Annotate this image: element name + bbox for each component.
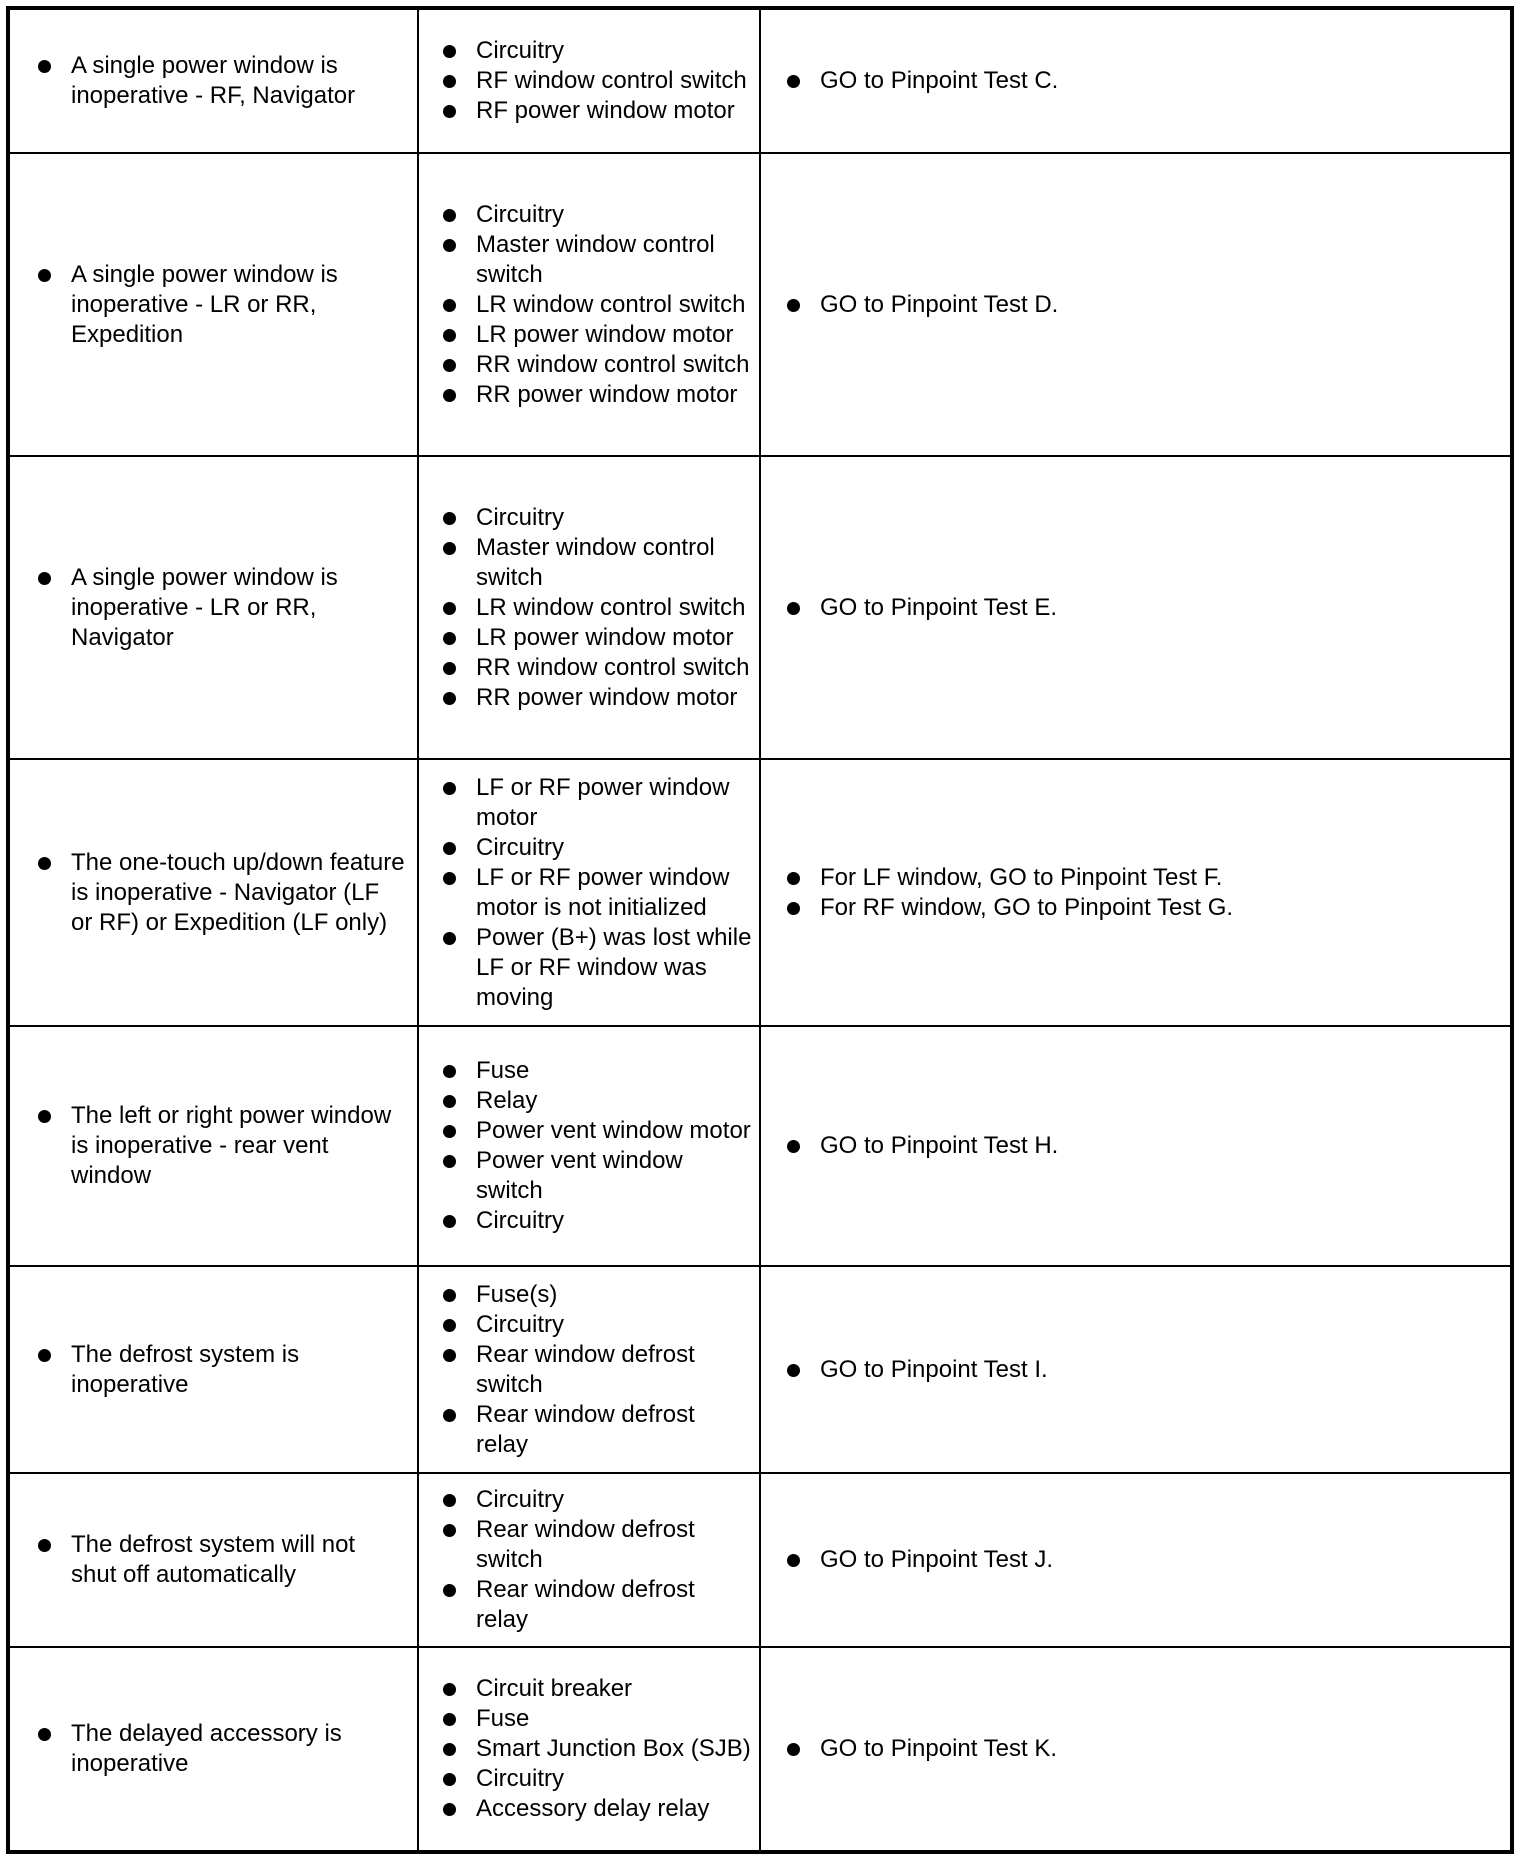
symptom-list [38,51,407,111]
action-cell [760,456,1512,759]
cause-item: RR window control switch [443,653,753,683]
symptom-cell [8,8,418,153]
cause-item: Fuse [443,1704,753,1734]
action-list [787,1734,1510,1764]
cause-item: Circuitry [443,1206,753,1236]
table-body [8,8,1512,1852]
cause-item: Master window control switch [443,533,753,593]
action-list [787,290,1510,320]
symptom-cell [8,1647,418,1852]
cause-list [443,36,753,126]
cause-item: Master window control switch [443,230,753,290]
cause-item: Rear window defrost relay [443,1575,753,1635]
cause-item: LR window control switch [443,290,753,320]
action-cell [760,1647,1512,1852]
cause-cell [418,456,760,759]
action-list [787,1545,1510,1575]
cause-list [443,200,753,410]
table-row [8,1026,1512,1266]
symptom-item: The one-touch up/down feature is inoperative - Navigator (LF or RF) or Expedition (LF only) [38,848,407,938]
symptom-list [38,1340,407,1400]
symptom-cell [8,759,418,1026]
action-item: GO to Pinpoint Test E. [787,593,1510,623]
action-cell [760,1026,1512,1266]
symptom-item: The defrost system is inoperative [38,1340,407,1400]
cause-item: LR power window motor [443,623,753,653]
cause-item: Circuitry [443,36,753,66]
cause-cell [418,8,760,153]
cause-item: Power vent window motor [443,1116,753,1146]
action-list [787,1131,1510,1161]
table-row [8,456,1512,759]
cause-item: Fuse [443,1056,753,1086]
cause-item: Rear window defrost switch [443,1515,753,1575]
cause-list [443,503,753,713]
symptom-list [38,563,407,653]
symptom-item: A single power window is inoperative - LR or RR, Navigator [38,563,407,653]
cause-item: Relay [443,1086,753,1116]
cause-item: Circuitry [443,833,753,863]
cause-item: LR power window motor [443,320,753,350]
cause-item: LF or RF power window motor [443,773,753,833]
cause-list [443,1674,753,1824]
table-row [8,8,1512,153]
action-cell [760,759,1512,1026]
cause-cell [418,1266,760,1473]
table-row [8,759,1512,1026]
symptom-cell [8,1026,418,1266]
action-list [787,863,1510,923]
cause-item: Circuitry [443,1485,753,1515]
symptom-list [38,260,407,350]
cause-item: Power vent window switch [443,1146,753,1206]
cause-cell [418,1026,760,1266]
cause-item: Rear window defrost relay [443,1400,753,1460]
cause-item: Smart Junction Box (SJB) [443,1734,753,1764]
cause-item: RR power window motor [443,683,753,713]
cause-item: Fuse(s) [443,1280,753,1310]
cause-item: LR window control switch [443,593,753,623]
action-list [787,66,1510,96]
action-list [787,593,1510,623]
symptom-chart-table [6,6,1514,1854]
action-item: For LF window, GO to Pinpoint Test F. [787,863,1510,893]
action-cell [760,8,1512,153]
table-row [8,1266,1512,1473]
cause-item: Circuitry [443,200,753,230]
cause-item: LF or RF power window motor is not initialized [443,863,753,923]
symptom-cell [8,153,418,456]
action-item: GO to Pinpoint Test H. [787,1131,1510,1161]
cause-item: Circuit breaker [443,1674,753,1704]
symptom-item: A single power window is inoperative - LR or RR, Expedition [38,260,407,350]
action-item: GO to Pinpoint Test K. [787,1734,1510,1764]
cause-list [443,773,753,1013]
cause-list [443,1485,753,1635]
symptom-list [38,1719,407,1779]
cause-item: Accessory delay relay [443,1794,753,1824]
cause-item: Power (B+) was lost while LF or RF window was moving [443,923,753,1013]
cause-item: Circuitry [443,1764,753,1794]
table-row [8,153,1512,456]
cause-item: Circuitry [443,503,753,533]
symptom-cell [8,456,418,759]
action-cell [760,153,1512,456]
symptom-item: The delayed accessory is inoperative [38,1719,407,1779]
action-item: GO to Pinpoint Test D. [787,290,1510,320]
cause-item: Circuitry [443,1310,753,1340]
action-list [787,1355,1510,1385]
table-row [8,1647,1512,1852]
action-cell [760,1473,1512,1647]
cause-item: Rear window defrost switch [443,1340,753,1400]
table-row [8,1473,1512,1647]
symptom-item: A single power window is inoperative - RF, Navigator [38,51,407,111]
cause-cell [418,1647,760,1852]
symptom-list [38,848,407,938]
cause-cell [418,759,760,1026]
cause-cell [418,1473,760,1647]
symptom-cell [8,1473,418,1647]
action-item: GO to Pinpoint Test C. [787,66,1510,96]
cause-item: RF window control switch [443,66,753,96]
action-cell [760,1266,1512,1473]
action-item: GO to Pinpoint Test I. [787,1355,1510,1385]
symptom-cell [8,1266,418,1473]
cause-cell [418,153,760,456]
action-item: For RF window, GO to Pinpoint Test G. [787,893,1510,923]
cause-item: RR power window motor [443,380,753,410]
symptom-list [38,1530,407,1590]
symptom-item: The left or right power window is inoperative - rear vent window [38,1101,407,1191]
action-item: GO to Pinpoint Test J. [787,1545,1510,1575]
cause-list [443,1280,753,1460]
symptom-list [38,1101,407,1191]
cause-list [443,1056,753,1236]
cause-item: RR window control switch [443,350,753,380]
symptom-item: The defrost system will not shut off automatically [38,1530,407,1590]
cause-item: RF power window motor [443,96,753,126]
